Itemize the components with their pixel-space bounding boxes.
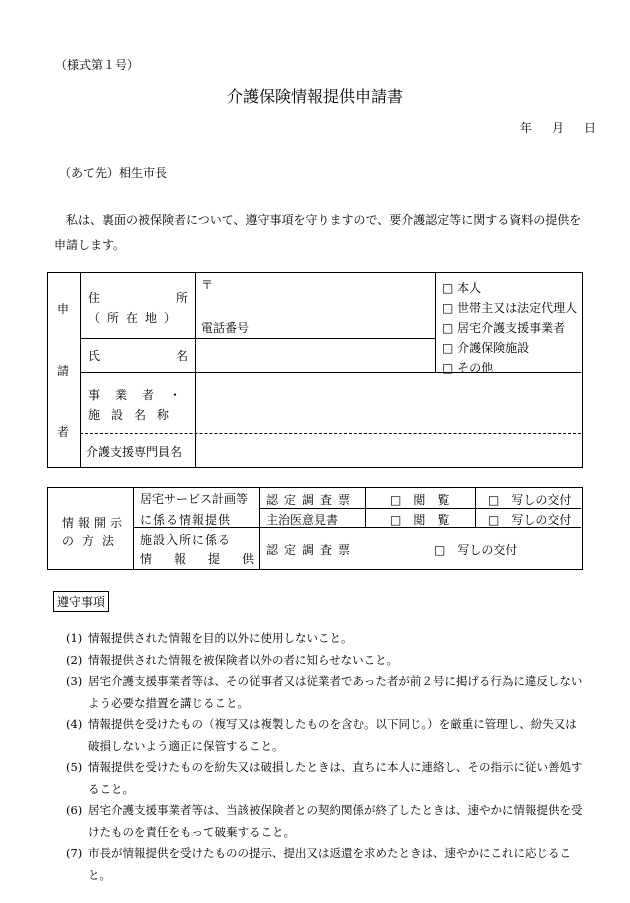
rule-item (66, 843, 586, 886)
rule-item (66, 800, 586, 843)
name-field[interactable] (200, 340, 430, 370)
checkbox-icon: □ (390, 493, 402, 507)
rule-text: 情報提供された情報を被保険者以外の者に知らせないこと。 (88, 652, 399, 667)
address-label: 住所 (88, 291, 265, 305)
phone-label: 電話番号 (201, 321, 250, 335)
checkbox-icon: □ (442, 341, 454, 355)
rule-item (66, 714, 586, 757)
option-other[interactable]: □ その他 (442, 361, 494, 375)
postal-mark: 〒 (201, 278, 214, 292)
addressee: （あて先）相生市長 (59, 166, 168, 180)
method-label-2: の方法 (62, 534, 123, 548)
opinion-copy-option[interactable]: □ 写しの交付 (488, 513, 572, 527)
facility-copy-option[interactable]: □ 写しの交付 (434, 543, 518, 557)
checkbox-icon: □ (442, 301, 454, 315)
applicant-side-label-3: 者 (56, 425, 69, 439)
checkbox-icon: □ (488, 493, 500, 507)
care-manager-field[interactable] (200, 437, 575, 463)
rule-number: (4) (66, 717, 83, 731)
checkbox-icon: □ (488, 513, 500, 527)
survey-view-option[interactable]: □ 閲覧 (390, 493, 462, 507)
checkbox-icon: □ (442, 281, 454, 295)
rule-text: 情報提供を受けたものを紛失又は破損したときは、直ちに本人に連絡し、その指示に従い善処すること。 (88, 760, 583, 796)
applicant-side-label-2: 請 (56, 364, 69, 378)
rule-number: (3) (66, 674, 83, 688)
application-date (490, 119, 596, 136)
rule-item (66, 757, 586, 800)
rule-item (66, 628, 586, 650)
date-month-label: 月 (552, 121, 565, 135)
facility-label-1: 施設入所に係る (140, 533, 232, 547)
survey-form-label-1: 認定調査票 (266, 493, 357, 507)
rule-number: (2) (66, 652, 83, 667)
doctor-opinion-label: 主治医意見書 (266, 513, 339, 527)
rule-number: (5) (66, 760, 83, 774)
rule-item (66, 650, 586, 672)
page-title: 介護保険情報提供申請書 (226, 87, 403, 106)
rule-text: 居宅介護支援事業者等は、その従事者又は従業者であった者が前２号に掲げる行為に違反しないよう必要な措置を講じること。 (88, 674, 583, 710)
rule-text: 居宅介護支援事業者等は、当該被保険者との契約関係が終了したときは、速やかに情報提供を受けたものを責任をもって破棄すること。 (88, 803, 583, 839)
survey-copy-option[interactable]: □ 写しの交付 (488, 493, 572, 507)
method-label-1: 情報開示 (62, 516, 127, 530)
date-day-label: 日 (584, 121, 597, 135)
address-sub-label: （所在地） (88, 311, 184, 325)
postal-code-field[interactable] (215, 276, 430, 294)
relationship-options (442, 278, 577, 378)
business-label-1: 事業者・ (88, 388, 197, 402)
business-name-field[interactable] (200, 376, 575, 430)
intro-text: 私は、裏面の被保険者について、遵守事項を守りますので、要介護認定等に関する資料の提供を申請します。 (54, 213, 582, 252)
option-care-support-provider[interactable]: □ 居宅介護支援事業者 (442, 321, 566, 335)
rule-number: (6) (66, 803, 83, 817)
facility-label-2: 情報提供 (140, 552, 277, 566)
option-care-facility[interactable]: □ 介護保険施設 (442, 341, 530, 355)
rule-text: 市長が情報提供を受けたものの提示、提出又は返還を求めたときは、速やかにこれに応じること。 (88, 846, 571, 882)
rule-text: 情報提供された情報を目的以外に使用しないこと。 (88, 631, 353, 645)
rules-list (66, 628, 586, 886)
form-number: （様式第１号） (55, 58, 140, 72)
survey-form-label-2: 認定調査票 (266, 543, 357, 557)
option-householder[interactable]: □ 世帯主又は法定代理人 (442, 301, 578, 315)
name-label: 氏名 (88, 349, 265, 363)
rule-number: (7) (66, 846, 83, 860)
applicant-side-label-1: 申 (56, 302, 69, 316)
phone-field[interactable] (250, 319, 430, 335)
checkbox-icon: □ (390, 513, 402, 527)
opinion-view-option[interactable]: □ 閲覧 (390, 513, 462, 527)
checkbox-icon: □ (434, 543, 446, 557)
plan-label-2: に係る情報提供 (140, 513, 232, 527)
date-year-label: 年 (520, 121, 533, 135)
checkbox-icon: □ (442, 361, 454, 375)
care-manager-label: 介護支援専門員名 (86, 445, 183, 459)
rule-number: (1) (66, 631, 83, 645)
option-self[interactable]: □ 本人 (442, 281, 482, 295)
rule-item (66, 671, 586, 714)
rule-text: 情報提供を受けたもの（複写又は複製したものを含む。以下同じ。）を厳重に管理し、紛失又は破損しないよう適正に保管すること。 (88, 717, 577, 753)
checkbox-icon: □ (442, 321, 454, 335)
rules-heading: 遵守事項 (53, 591, 109, 612)
business-label-2: 施設名称 (88, 408, 181, 422)
plan-label-1: 居宅サービス計画等 (140, 492, 249, 506)
